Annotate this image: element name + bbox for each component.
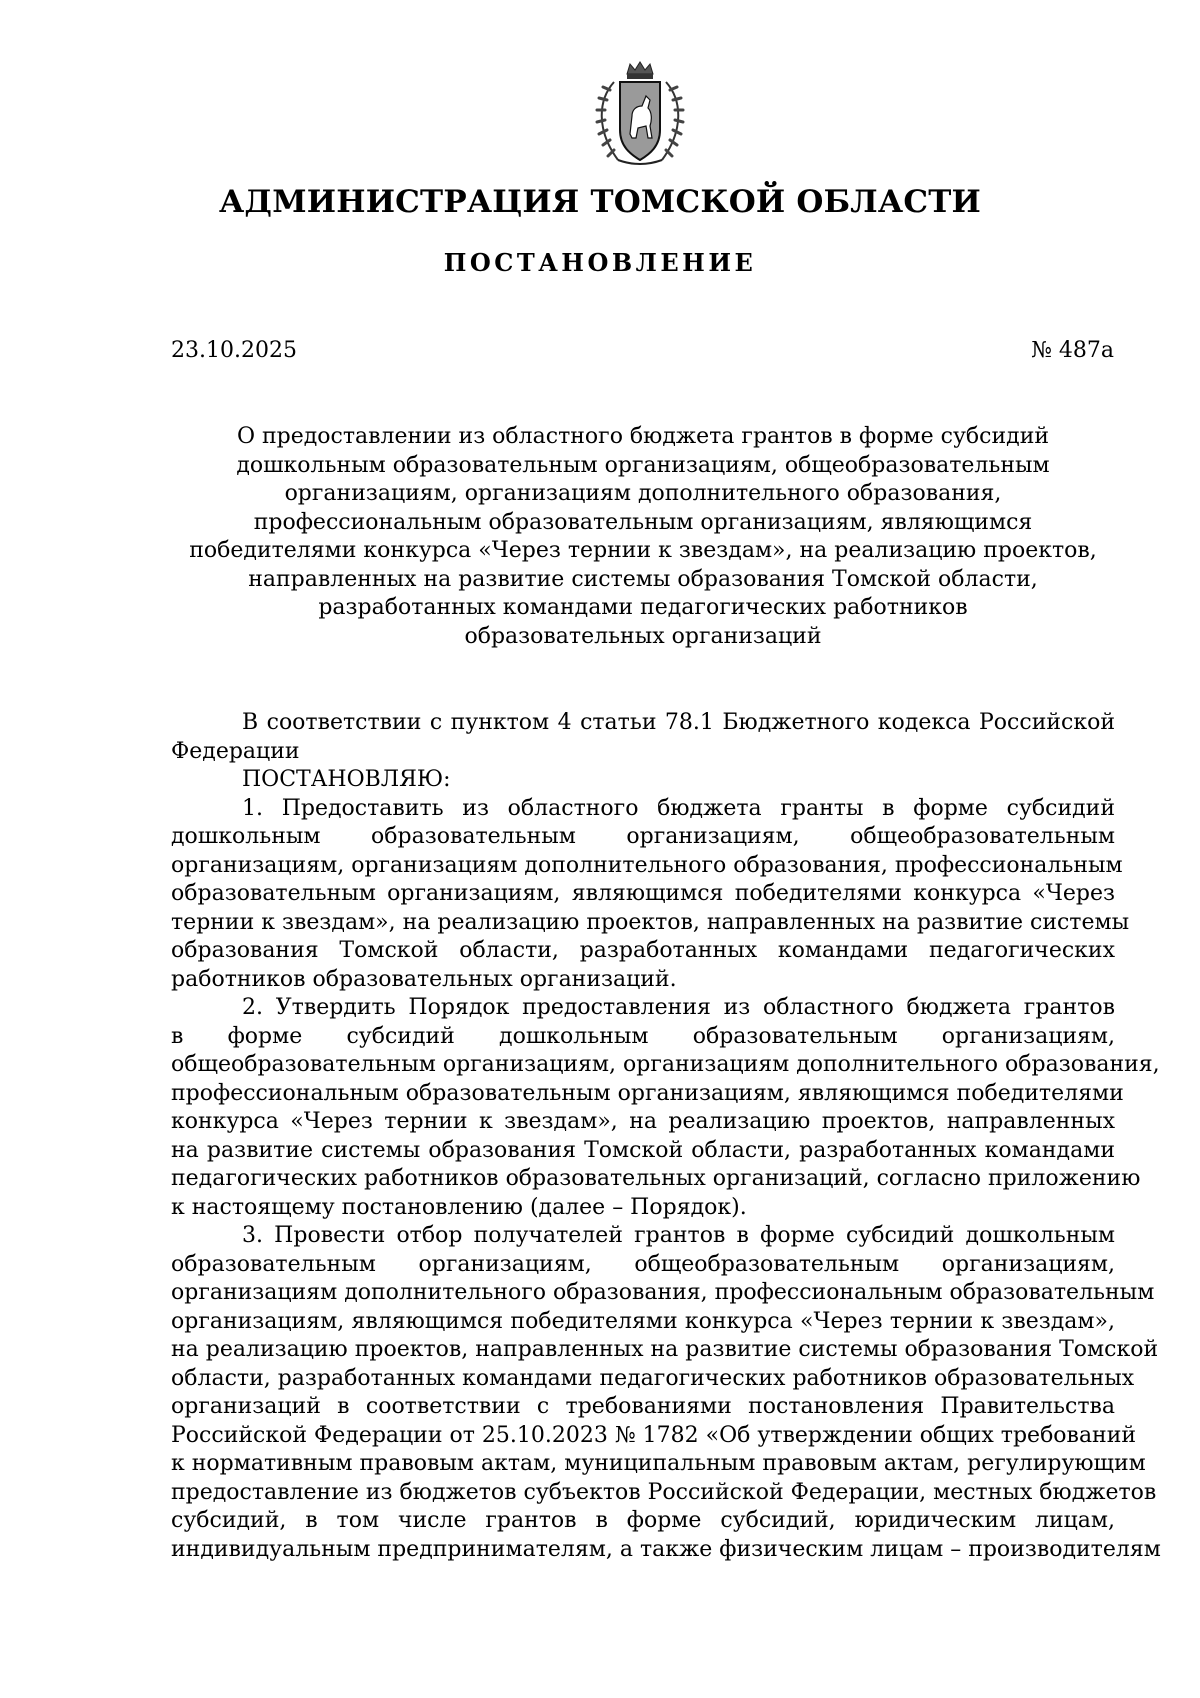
body-line: Российской Федерации от 25.10.2023 № 1782 «Об утверждении общих требований — [171, 1422, 1137, 1448]
body-line: образования Томской области, разработанных командами педагогических — [171, 938, 1115, 963]
body-line: к настоящему постановлению (далее – Порядок). — [171, 1194, 747, 1220]
paragraph-3 — [171, 1222, 1161, 1564]
preamble — [171, 709, 1115, 766]
document-date: 23.10.2025 — [171, 338, 297, 363]
paragraph-1 — [171, 795, 1130, 995]
body-line: в форме субсидий дошкольным образовательным организациям, — [171, 1023, 1115, 1049]
title-line: профессиональным образовательным организациям, являющимся — [253, 509, 1033, 535]
title-line: организациям, организациям дополнительного образования, — [284, 481, 1002, 506]
tomsk-oblast-coat-of-arms-icon — [580, 60, 700, 172]
document-number: № 487а — [1031, 338, 1114, 363]
body-line: организаций в соответствии с требованиями постановления Правительства — [171, 1394, 1115, 1419]
body-line: 3. Провести отбор получателей грантов в форме субсидий дошкольным — [242, 1223, 1115, 1248]
body-line: педагогических работников образовательных организаций, согласно приложению — [171, 1166, 1141, 1191]
body-line: В соответствии с пунктом 4 статьи 78.1 Бюджетного кодекса Российской — [242, 710, 1115, 735]
body-line: дошкольным образовательным организациям, общеобразовательным — [171, 824, 1115, 849]
title-line: О предоставлении из областного бюджета грантов в форме субсидий — [236, 424, 1050, 449]
body-line: образовательным организациям, являющимся победителями конкурса «Через — [171, 881, 1115, 906]
body-line: конкурса «Через тернии к звездам», на реализацию проектов, направленных — [171, 1109, 1115, 1134]
body-line: области, разработанных командами педагогических работников образовательных — [171, 1365, 1135, 1391]
document-title — [171, 423, 1115, 651]
body-line: 2. Утвердить Порядок предоставления из областного бюджета грантов — [242, 995, 1115, 1020]
document-body — [171, 709, 1161, 1564]
body-line: организациям дополнительного образования, профессиональным образовательным — [171, 1280, 1155, 1305]
body-line: предоставление из бюджетов субъектов Российской Федерации, местных бюджетов — [171, 1479, 1157, 1505]
body-line: на развитие системы образования Томской области, разработанных командами — [171, 1137, 1115, 1163]
resolve-heading: ПОСТАНОВЛЯЮ: — [242, 767, 451, 792]
body-line: на реализацию проектов, направленных на развитие системы образования Томской — [171, 1337, 1159, 1362]
body-line: образовательным организациям, общеобразовательным организациям, — [171, 1251, 1115, 1277]
title-line: дошкольным образовательным организациям, общеобразовательным — [236, 452, 1050, 478]
paragraph-2 — [171, 994, 1160, 1222]
title-line: победителями конкурса «Через тернии к звездам», на реализацию проектов, — [189, 538, 1097, 563]
body-line: индивидуальным предпринимателям, а также физическим лицам – производителям — [171, 1536, 1161, 1562]
body-line: профессиональным образовательным организациям, являющимся победителями — [171, 1080, 1124, 1106]
document-type: ПОСТАНОВЛЕНИЕ — [443, 248, 757, 277]
title-line: направленных на развитие системы образования Томской области, — [248, 566, 1038, 592]
title-line: разработанных командами педагогических работников — [318, 595, 968, 620]
body-line: организациям, организациям дополнительного образования, профессиональным — [171, 852, 1123, 878]
body-line: Федерации — [171, 738, 300, 764]
body-line: организациям, являющимся победителями конкурса «Через тернии к звездам», — [171, 1308, 1115, 1334]
body-line: тернии к звездам», на реализацию проектов, направленных на развитие системы — [171, 909, 1130, 935]
organization-name: АДМИНИСТРАЦИЯ ТОМСКОЙ ОБЛАСТИ — [218, 184, 981, 220]
body-line: общеобразовательным организациям, организациям дополнительного образования, — [171, 1052, 1160, 1077]
body-line: субсидий, в том числе грантов в форме субсидий, юридическим лицам, — [171, 1508, 1115, 1533]
title-line: образовательных организаций — [464, 623, 822, 649]
body-line: к нормативным правовым актам, муниципальным правовым актам, регулирующим — [171, 1451, 1146, 1476]
body-line: работников образовательных организаций. — [171, 966, 677, 992]
body-line: 1. Предоставить из областного бюджета гранты в форме субсидий — [242, 795, 1115, 821]
